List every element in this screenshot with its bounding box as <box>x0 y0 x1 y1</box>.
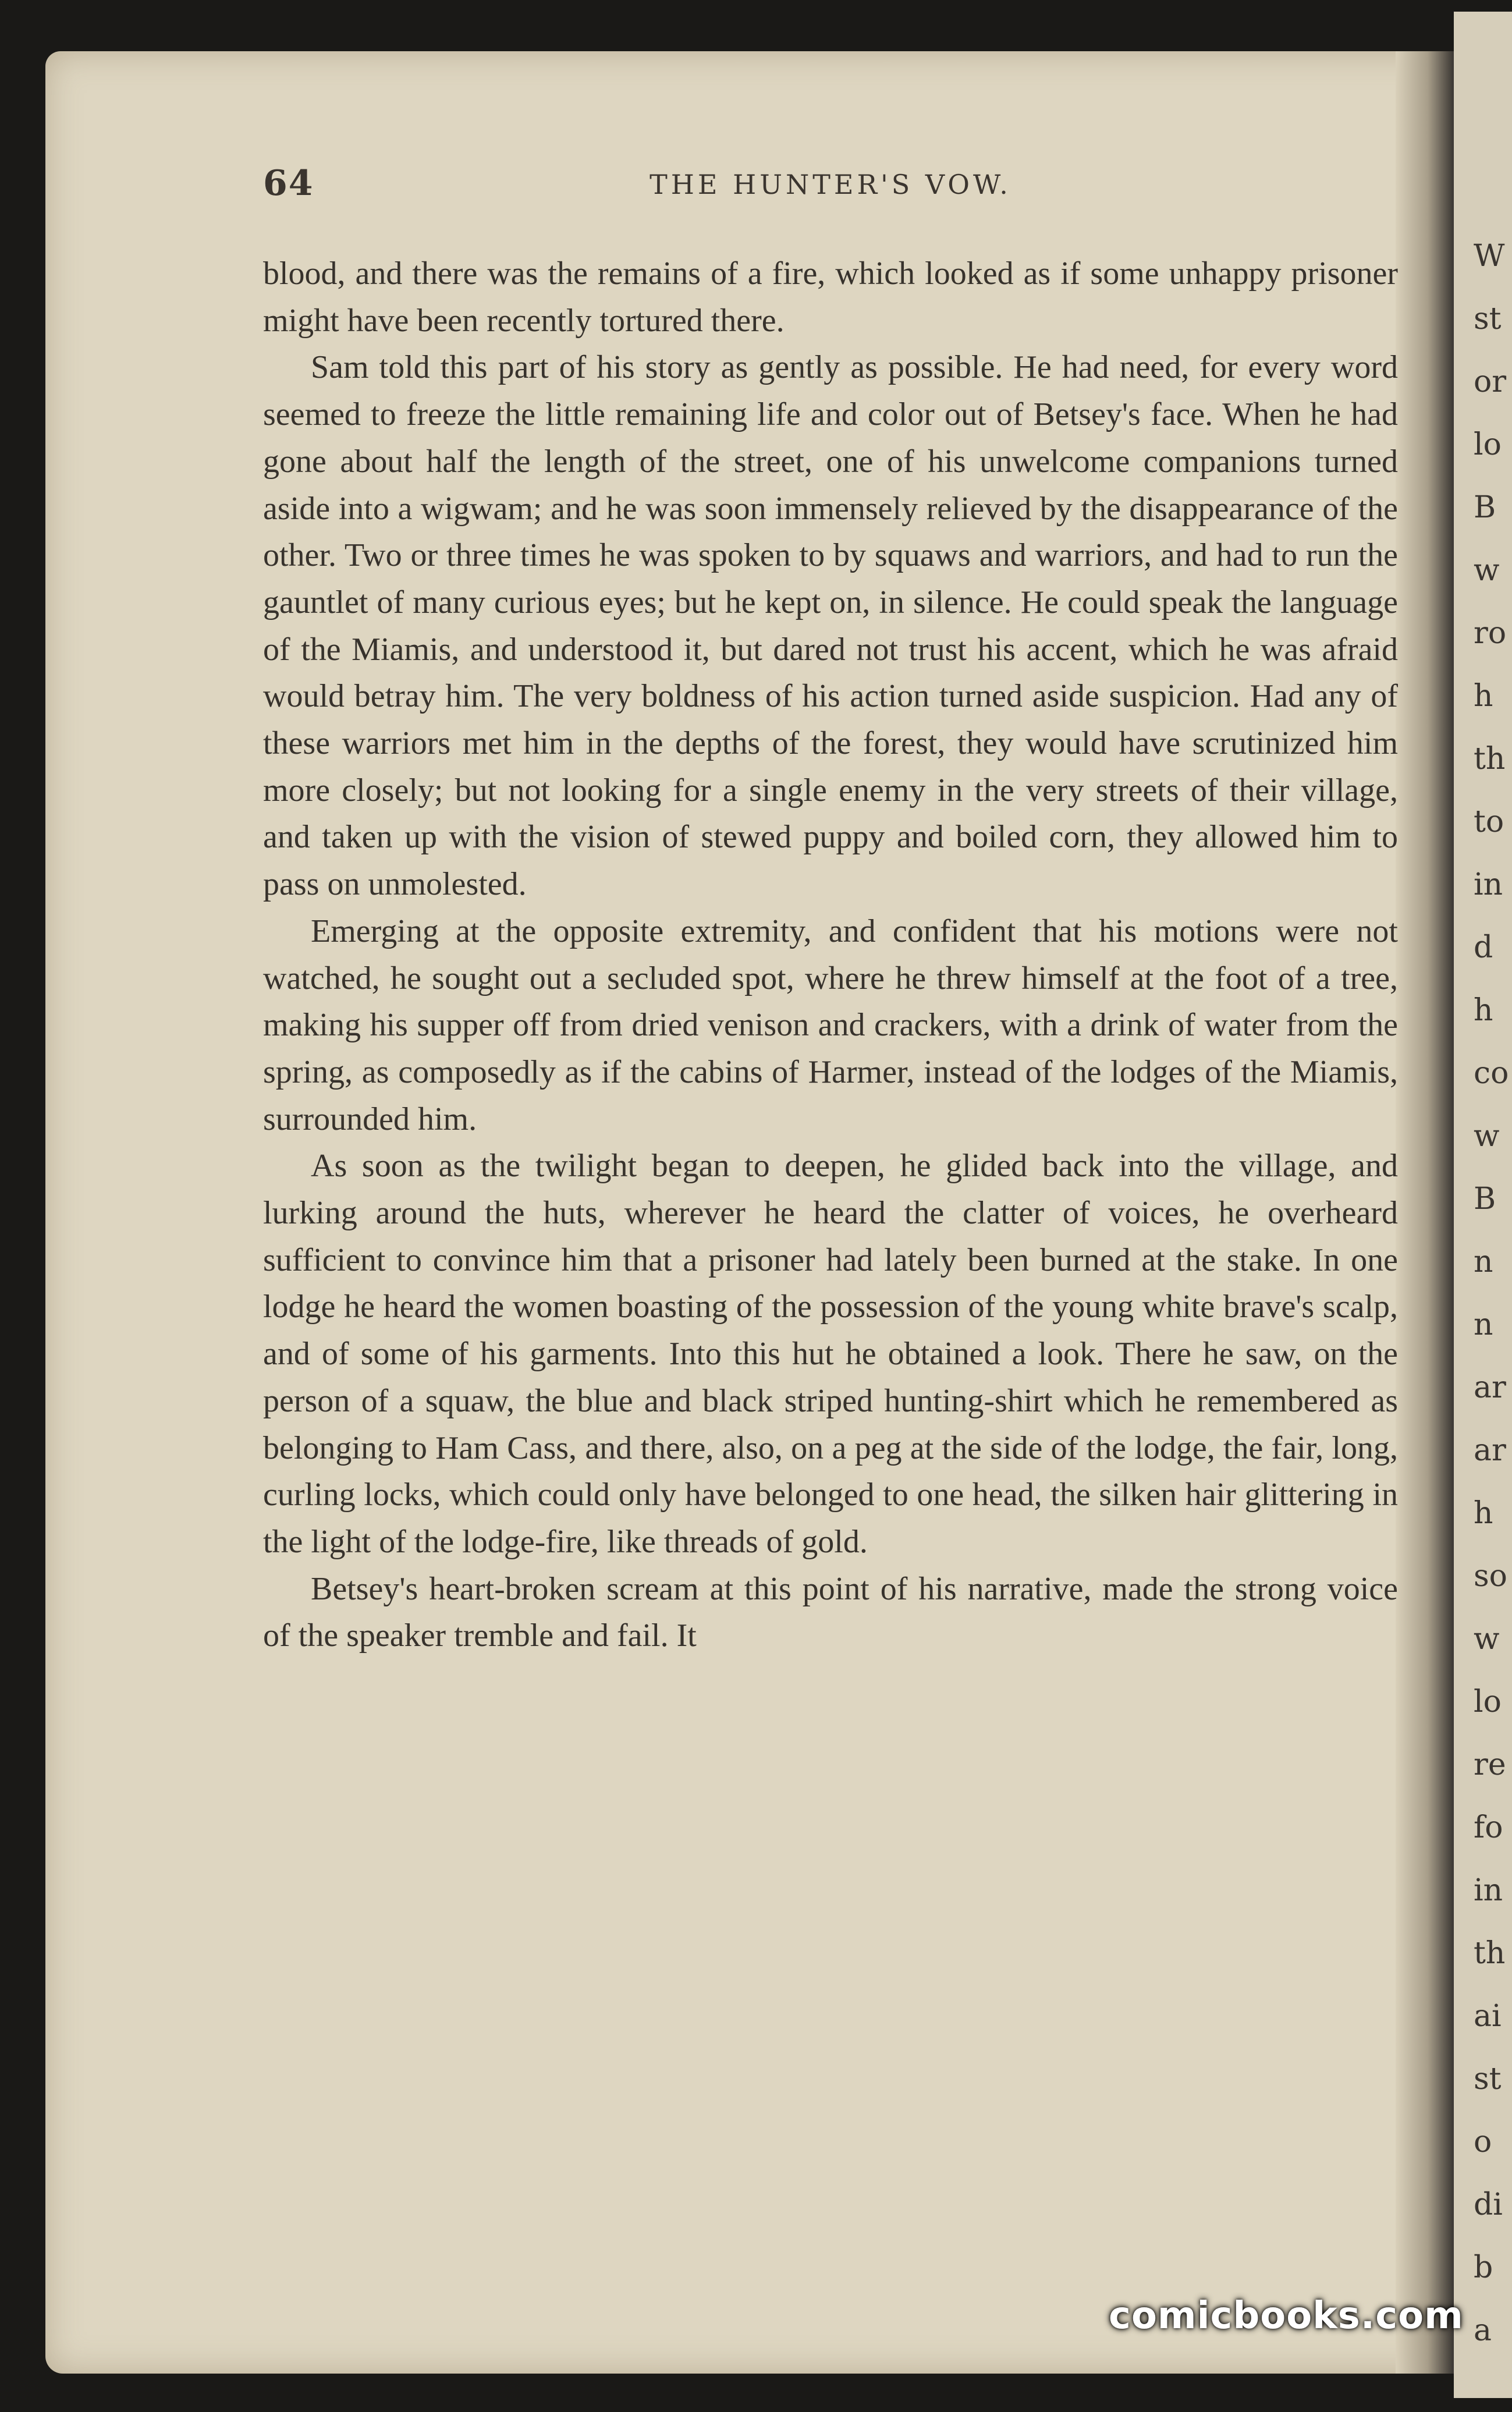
facing-page-fragment: h <box>1474 993 1493 1028</box>
paragraph-5: Betsey's heart-broken scream at this point of his narrative, made the strong voice of the speaker tremble and fail. It <box>263 1570 1398 1654</box>
facing-page-fragment: h <box>1474 1496 1493 1531</box>
facing-page-fragment: a <box>1474 2313 1492 2348</box>
facing-page-fragment: o <box>1474 2124 1492 2159</box>
facing-page-fragment: W <box>1474 239 1505 274</box>
facing-page-fragment: st <box>1474 302 1502 336</box>
facing-page-fragment: fo <box>1474 1810 1503 1845</box>
page-header <box>263 163 1398 210</box>
facing-page-fragment: n <box>1474 1244 1493 1279</box>
facing-page-fragment: ai <box>1474 1999 1502 2034</box>
facing-page-fragment: lo <box>1474 427 1502 462</box>
facing-page-fragment: w <box>1474 1622 1500 1657</box>
facing-page-fragment: in <box>1474 1873 1503 1908</box>
paragraph-2: Sam told this part of his story as gently as possible. He had need, for every word seemed to freeze the little remaining life and color out of Betsey's face. When he had gone about half the length of the street, one of his unwelcome companions turned aside into a wigwam; and he was soon immensely relieved by the disappearance of the other. Two or three times he was spoken to by squaws and warriors, and had to run the gauntlet of many curious eyes; but he kept on, in silence. He could speak the language of the Miamis, and understood it, but dared not trust his accent, which he was afraid would betray him. The very boldness of his action turned aside suspicion. Had any of these warriors met him in the depths of the forest, they would have scrutinized him more closely; but not looking for a single enemy in the very streets of their village, and taken up with the vision of stewed puppy and boiled corn, they allowed him to pass on unmolested. <box>263 349 1398 903</box>
paragraph-4: As soon as the twilight began to deepen, he glided back into the village, and lurking around the huts, wherever he heard the clatter of voices, he overheard sufficient to convince him that a prisoner had lately been burned at the stake. In one lodge he heard the women boasting of the possession of the young white brave's scalp, and of some of his garments. Into this hut he obtained a look. There he saw, on the person of a squaw, the blue and black striped hunting-shirt which he remembered as belonging to Ham Cass, and there, also, on a peg at the side of the lodge, the fair, long, curling locks, which could only have belonged to one head, the silken hair glittering in the light of the lodge-fire, like threads of gold. <box>263 1148 1398 1560</box>
facing-page-fragment: ar <box>1474 1433 1506 1468</box>
facing-page-fragment: n <box>1474 1307 1493 1342</box>
facing-page-fragment: co <box>1474 1056 1509 1091</box>
facing-page-fragment: th <box>1474 742 1506 776</box>
running-head: THE HUNTER'S VOW. <box>649 169 1011 200</box>
facing-page-fragment: lo <box>1474 1684 1502 1719</box>
facing-page-fragment: w <box>1474 1119 1500 1154</box>
facing-page-fragment: B <box>1474 490 1496 525</box>
watermark: comicbooks.com <box>1109 2294 1464 2337</box>
page-gutter <box>1396 51 1454 2374</box>
facing-page-fragment: di <box>1474 2187 1503 2222</box>
paragraph-1: blood, and there was the remains of a fire, which looked as if some unhappy prisoner might have been recently tortured there. <box>263 256 1398 339</box>
facing-page-fragment: d <box>1474 930 1493 965</box>
facing-page-fragment: b <box>1474 2250 1493 2285</box>
facing-page-fragment: so <box>1474 1559 1507 1594</box>
facing-page-fragment: B <box>1474 1182 1496 1216</box>
facing-page-fragment: h <box>1474 679 1493 714</box>
facing-page-fragment: ar <box>1474 1370 1506 1405</box>
facing-page-fragment: th <box>1474 1936 1506 1971</box>
facing-page-fragment: or <box>1474 364 1507 399</box>
facing-page-edge <box>1454 12 1512 2398</box>
facing-page-fragment: to <box>1474 804 1504 839</box>
facing-page-fragment: ro <box>1474 616 1507 651</box>
facing-page-fragment: st <box>1474 2062 1502 2097</box>
facing-page-fragment: re <box>1474 1747 1506 1782</box>
page-number: 64 <box>263 163 314 204</box>
facing-page-fragment: w <box>1474 553 1500 588</box>
paragraph-3: Emerging at the opposite extremity, and confident that his motions were not watched, he sought out a secluded spot, where he threw himself at the foot of a tree, making his supper off from dried venison and crackers, with a drink of water from the spring, as composedly as if the cabins of Harmer, instead of the lodges of the Miamis, surrounded him. <box>263 913 1398 1137</box>
body-text <box>263 250 1398 1659</box>
facing-page-fragment: in <box>1474 867 1503 902</box>
